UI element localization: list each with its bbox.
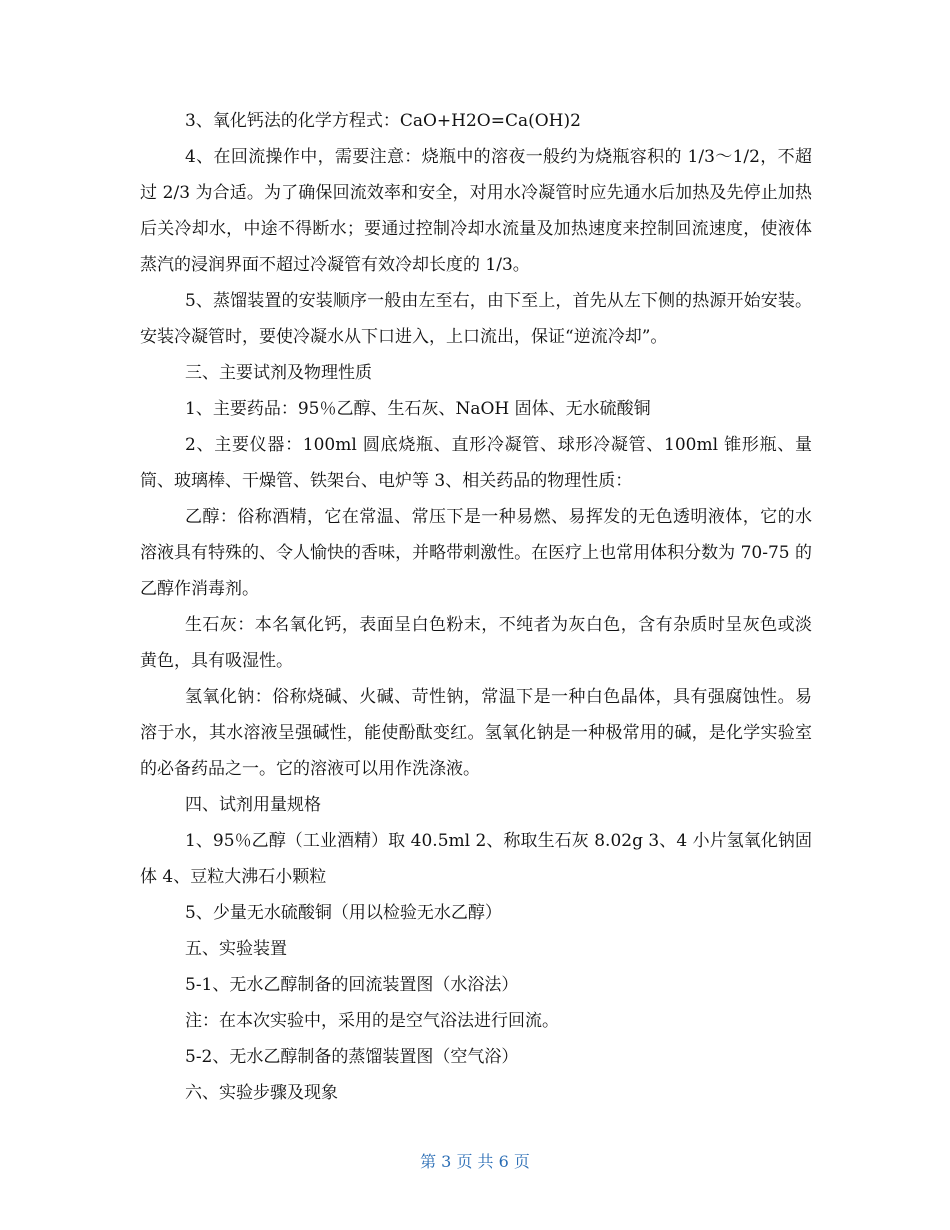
paragraph-reflux-notes: 4、在回流操作中，需要注意：烧瓶中的溶夜一般约为烧瓶容积的 1/3～1/2，不超过 2/3 为合适。为了确保回流效率和安全，对用水冷凝管时应先通水后加热及先停止加热后关冷却水，中途不得断水；要通过控制冷却水流量及加热速度来控制回流速度，使液体蒸汽的浸润界面不超过冷凝管有效冷却长度的 1/3。 <box>140 147 812 275</box>
paragraph-calcium-oxide-equation: 3、氧化钙法的化学方程式：CaO+H2O=Ca(OH)2 <box>185 111 581 131</box>
paragraph-main-chemicals: 1、主要药品：95％乙醇、生石灰、NaOH 固体、无水硫酸铜 <box>185 399 651 419</box>
paragraph-distillation-apparatus: 5-2、无水乙醇制备的蒸馏装置图（空气浴） <box>185 1047 519 1067</box>
paragraph-reflux-apparatus: 5-1、无水乙醇制备的回流装置图（水浴法） <box>185 975 519 995</box>
section-heading-reagents: 三、主要试剂及物理性质 <box>185 363 372 383</box>
paragraph-main-instruments: 2、主要仪器：100ml 圆底烧瓶、直形冷凝管、球形冷凝管、100ml 锥形瓶、量筒、玻璃棒、干燥管、铁架台、电炉等 3、相关药品的物理性质： <box>140 435 812 491</box>
paragraph-distillation-setup: 5、蒸馏装置的安装顺序一般由左至右，由下至上，首先从左下侧的热源开始安装。安装冷凝管时，要使冷凝水从下口进入，上口流出，保证“逆流冷却”。 <box>140 291 812 347</box>
paragraph-copper-sulfate: 5、少量无水硫酸铜（用以检验无水乙醇） <box>185 903 502 923</box>
section-heading-procedure: 六、实验步骤及现象 <box>185 1083 338 1103</box>
page-number-footer: 第 3 页 共 6 页 <box>420 1152 530 1171</box>
paragraph-sodium-hydroxide: 氢氧化钠：俗称烧碱、火碱、苛性钠，常温下是一种白色晶体，具有强腐蚀性。易溶于水，其水溶液呈强碱性，能使酚酞变红。氢氧化钠是一种极常用的碱，是化学实验室的必备药品之一。它的溶液可以用作洗涤液。 <box>140 687 812 779</box>
paragraph-note-air-bath: 注：在本次实验中，采用的是空气浴法进行回流。 <box>185 1011 559 1031</box>
paragraph-ethanol: 乙醇：俗称酒精，它在常温、常压下是一种易燃、易挥发的无色透明液体，它的水溶液具有特殊的、令人愉快的香味，并略带刺激性。在医疗上也常用体积分数为 70-75 的乙醇作消毒剂。 <box>140 507 812 599</box>
section-heading-reagent-amounts: 四、试剂用量规格 <box>185 795 321 815</box>
paragraph-quicklime: 生石灰：本名氧化钙，表面呈白色粉末，不纯者为灰白色，含有杂质时呈灰色或淡黄色，具有吸湿性。 <box>140 615 812 671</box>
document-body <box>140 103 812 1111</box>
section-heading-apparatus: 五、实验装置 <box>185 939 287 959</box>
paragraph-reagent-amounts: 1、95％乙醇（工业酒精）取 40.5ml 2、称取生石灰 8.02g 3、4 小片氢氧化钠固体 4、豆粒大沸石小颗粒 <box>140 831 812 887</box>
